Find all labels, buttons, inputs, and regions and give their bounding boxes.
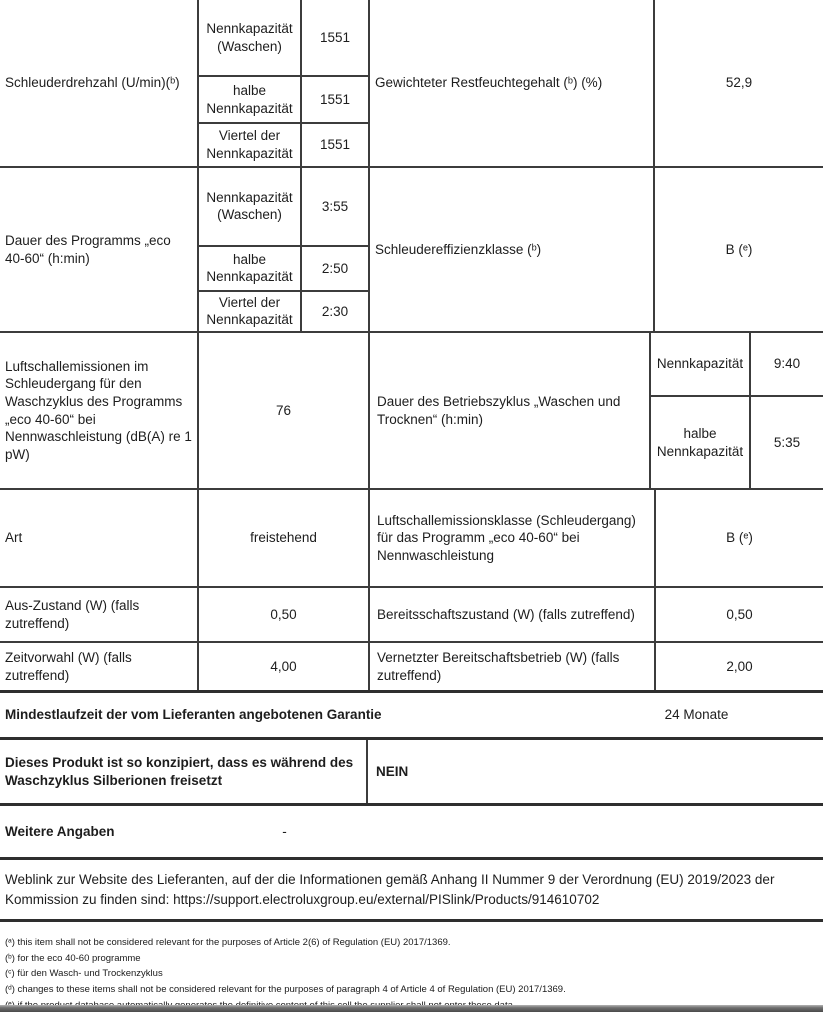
silver-ions-value: NEIN: [376, 763, 409, 779]
spin-efficiency-class-value: B (ᵉ): [725, 241, 753, 257]
residual-moisture-value: 52,9: [725, 75, 753, 91]
noise-class-value: B (ᵉ): [726, 530, 753, 546]
capacity-label: halbe Nennkapazität: [651, 397, 751, 488]
footnote-b: (ᵇ) for the eco 40-60 programme: [5, 952, 141, 964]
off-mode-label: Aus-Zustand (W) (falls zutreffend): [0, 588, 199, 641]
guarantee-row: [0, 693, 823, 740]
guarantee-value: 24 Monate: [664, 707, 729, 723]
table-row: [199, 0, 368, 77]
type-label: Art: [0, 490, 199, 586]
additional-info-label: Weitere Angaben: [5, 823, 115, 839]
guarantee-label: Mindestlaufzeit der vom Lieferanten angebotenen Garantie: [5, 707, 382, 723]
table-row: [651, 333, 823, 397]
silver-ions-row: [0, 740, 823, 806]
airborne-noise-label: Luftschallemissionen im Schleudergang für den Waschzyklus des Programms „eco 40-60“ bei Nennwaschleistung (dB(A) re 1 pW): [0, 333, 199, 488]
wash-dry-cycle-duration-label: Dauer des Betriebszyklus „Waschen und Trocknen“ (h:min): [370, 333, 651, 488]
table-row: [199, 168, 368, 247]
weblink-text: Weblink zur Website des Lieferanten, auf der die Informationen gemäß Anhang II Nummer 9 der Verordnung (EU) 2019/2023 der Kommission zu finden sind: https://support.electroluxgroup.eu/external/PISlink/Products/914610702: [5, 872, 775, 908]
spin-speed-value: 1551: [319, 29, 351, 45]
spin-efficiency-class-label: Schleudereffizienzklasse (ᵇ): [370, 168, 655, 331]
spin-speed-section: [0, 0, 823, 168]
duration-value: 3:55: [321, 198, 349, 214]
off-mode-value: 0,50: [199, 588, 370, 641]
table-row: [199, 247, 368, 292]
wash-dry-cycle-subtable: [651, 333, 823, 488]
cycle-duration-value: 5:35: [773, 434, 801, 450]
residual-moisture-label: Gewichteter Restfeuchtegehalt (ᵇ) (%): [370, 0, 655, 166]
duration-value: 2:50: [321, 260, 349, 276]
capacity-label: Viertel der Nennkapazität: [199, 124, 302, 166]
footnote-a: (ᵃ) this item shall not be considered relevant for the purposes of Article 2(6) of Regulation (EU) 2017/1369.: [5, 937, 451, 948]
capacity-label: Nennkapazität (Waschen): [199, 168, 302, 245]
capacity-label: Viertel der Nennkapazität: [199, 292, 302, 331]
power-modes-row-1: [0, 588, 823, 643]
delay-start-label: Zeitvorwahl (W) (falls zutreffend): [0, 643, 199, 690]
silver-ions-label: Dieses Produkt ist so konzipiert, dass es während des Waschzyklus Silberionen freisetzt: [0, 740, 368, 803]
duration-value: 2:30: [321, 303, 349, 319]
spin-speed-subtable: [199, 0, 370, 166]
type-value: freistehend: [199, 490, 370, 586]
additional-info-value: -: [282, 823, 287, 839]
program-duration-label: Dauer des Programms „eco 40-60“ (h:min): [0, 168, 199, 331]
noise-class-label: Luftschallemissionsklasse (Schleudergang) für das Programm „eco 40-60“ bei Nennwaschleistung: [370, 490, 656, 586]
capacity-label: Nennkapazität (Waschen): [199, 0, 302, 75]
footnotes: [0, 922, 823, 1013]
noise-section: [0, 333, 823, 490]
program-duration-section: [0, 168, 823, 333]
networked-standby-value: 2,00: [726, 658, 753, 674]
table-row: [651, 397, 823, 488]
power-modes-row-2: [0, 643, 823, 693]
standby-value: 0,50: [726, 606, 753, 622]
spin-speed-label: Schleuderdrehzahl (U/min)(ᵇ): [0, 0, 199, 166]
footnote-d: (ᵈ) changes to these items shall not be considered relevant for the purposes of paragraph 4 of Article 4 of Regulation (EU) 2017/1369.: [5, 984, 566, 996]
spin-speed-value: 1551: [319, 137, 351, 153]
table-row: [199, 292, 368, 331]
table-row: [199, 77, 368, 124]
spin-speed-value: 1551: [319, 91, 351, 107]
airborne-noise-value: 76: [199, 333, 370, 488]
program-duration-subtable: [199, 168, 370, 331]
capacity-label: Nennkapazität: [651, 333, 751, 395]
type-section: [0, 490, 823, 588]
bottom-rule: [0, 1005, 823, 1012]
cycle-duration-value: 9:40: [773, 356, 801, 372]
additional-info-row: [0, 806, 823, 860]
footnote-c: (ᶜ) für den Wasch- und Trockenzyklus: [5, 968, 163, 980]
networked-standby-label: Vernetzter Bereitschaftsbetrieb (W) (falls zutreffend): [370, 643, 656, 690]
capacity-label: halbe Nennkapazität: [199, 247, 302, 290]
weblink-row: [0, 860, 823, 922]
table-row: [199, 124, 368, 166]
delay-start-value: 4,00: [199, 643, 370, 690]
standby-label: Bereitsschaftszustand (W) (falls zutreffend): [370, 588, 656, 641]
capacity-label: halbe Nennkapazität: [199, 77, 302, 122]
